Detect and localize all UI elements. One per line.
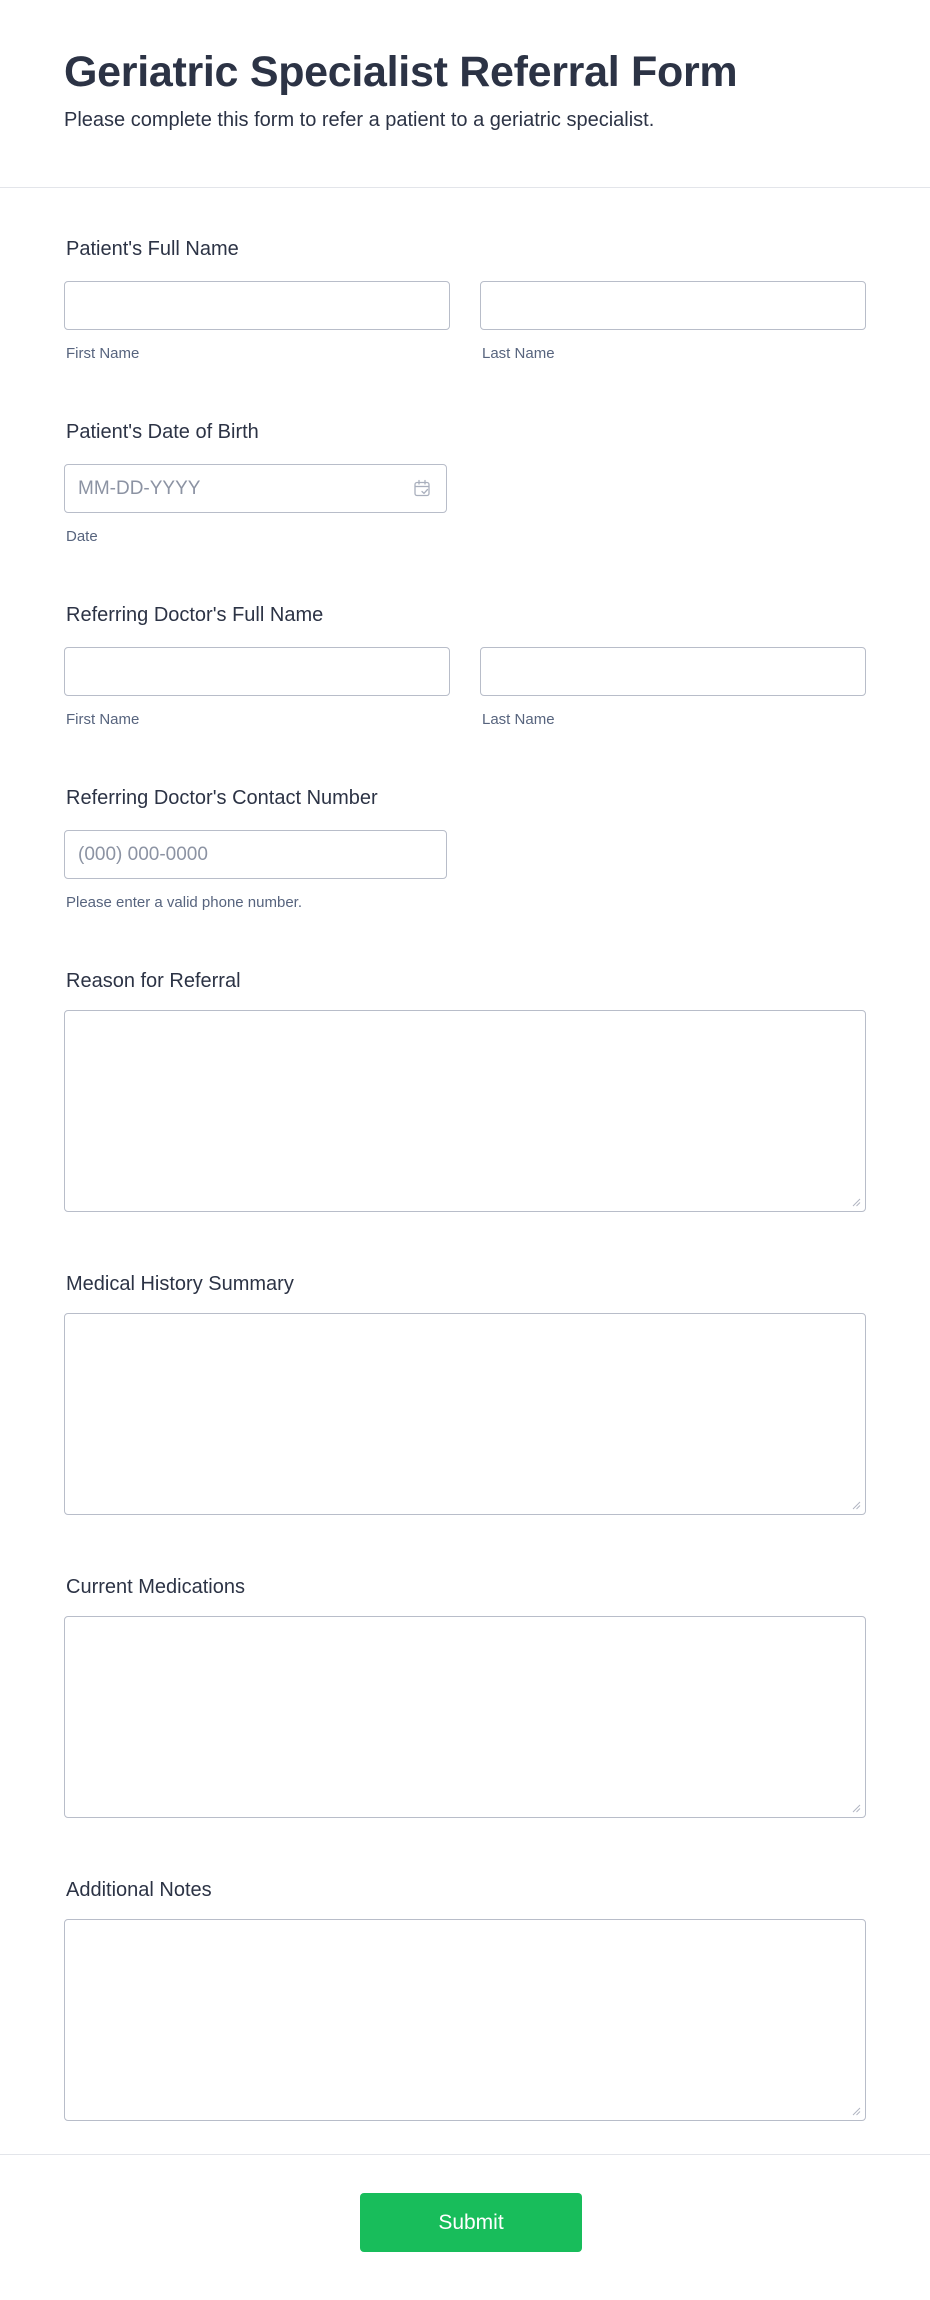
field-label: Reason for Referral — [66, 970, 241, 992]
doctor-phone-field — [64, 787, 866, 917]
last-name-sublabel: Last Name — [482, 711, 555, 728]
field-label: Referring Doctor's Contact Number — [66, 787, 378, 809]
patient-last-name-input[interactable] — [480, 281, 866, 330]
medical-history-textarea[interactable] — [64, 1313, 866, 1515]
field-label: Medical History Summary — [66, 1273, 294, 1295]
page-subtitle: Please complete this form to refer a patient to a geriatric specialist. — [64, 109, 655, 131]
field-label: Current Medications — [66, 1576, 245, 1598]
doctor-first-name-input[interactable] — [64, 647, 450, 696]
patient-dob-field — [64, 421, 866, 551]
field-label: Referring Doctor's Full Name — [66, 604, 324, 626]
reason-field — [64, 970, 866, 1212]
form-footer — [0, 2154, 930, 2300]
field-label: Patient's Date of Birth — [66, 421, 259, 443]
resize-handle-icon[interactable] — [852, 1804, 861, 1813]
first-name-sublabel: First Name — [66, 711, 140, 728]
medications-field — [64, 1576, 866, 1818]
medical-history-field — [64, 1273, 866, 1515]
field-label: Additional Notes — [66, 1879, 212, 1901]
phone-input[interactable] — [64, 830, 447, 879]
resize-handle-icon[interactable] — [852, 2107, 861, 2116]
resize-handle-icon[interactable] — [852, 1501, 861, 1510]
phone-hint: Please enter a valid phone number. — [66, 894, 302, 911]
doctor-last-name-input[interactable] — [480, 647, 866, 696]
patient-name-field — [64, 238, 866, 368]
reason-textarea[interactable] — [64, 1010, 866, 1212]
calendar-icon[interactable] — [413, 479, 432, 498]
form-header — [0, 0, 930, 188]
field-label: Patient's Full Name — [66, 238, 239, 260]
dob-input[interactable] — [64, 464, 447, 513]
dob-placeholder: MM-DD-YYYY — [78, 478, 201, 499]
patient-first-name-input[interactable] — [64, 281, 450, 330]
phone-placeholder: (000) 000-0000 — [78, 844, 208, 865]
notes-field — [64, 1879, 866, 2121]
medications-textarea[interactable] — [64, 1616, 866, 1818]
doctor-name-field — [64, 604, 866, 734]
last-name-sublabel: Last Name — [482, 345, 555, 362]
submit-button[interactable]: Submit — [360, 2193, 582, 2252]
notes-textarea[interactable] — [64, 1919, 866, 2121]
date-sublabel: Date — [66, 528, 98, 545]
resize-handle-icon[interactable] — [852, 1198, 861, 1207]
page-title: Geriatric Specialist Referral Form — [64, 48, 738, 96]
first-name-sublabel: First Name — [66, 345, 140, 362]
